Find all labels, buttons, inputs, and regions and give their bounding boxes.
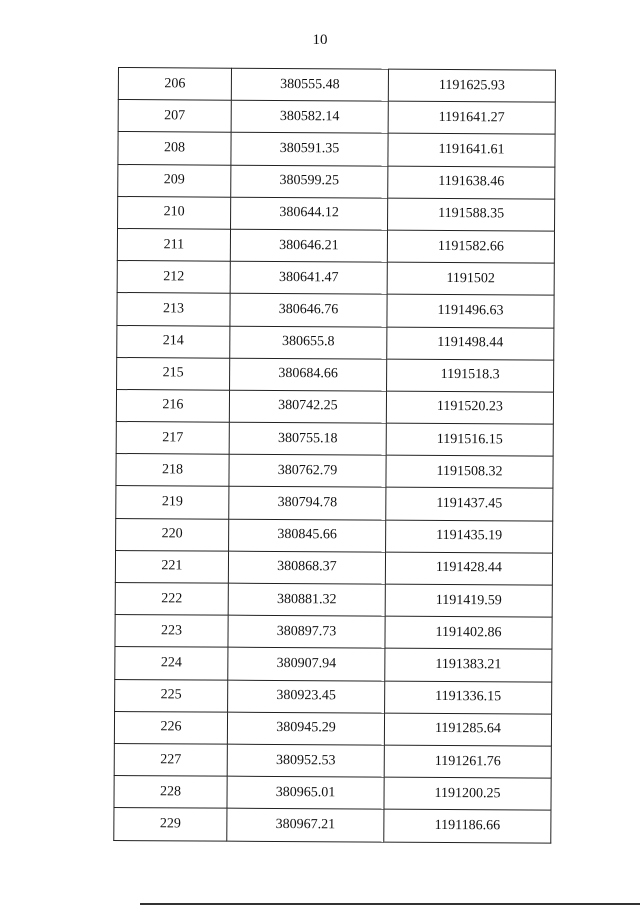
y-coordinate-cell: 1191641.61: [388, 134, 555, 167]
coordinate-table: [113, 67, 556, 843]
x-coordinate-cell: 380599.25: [231, 165, 388, 198]
point-number-cell: 218: [116, 454, 229, 487]
x-coordinate-cell: 380655.8: [230, 326, 387, 359]
point-number-cell: 212: [117, 261, 230, 294]
point-number-cell: 209: [118, 164, 231, 197]
x-coordinate-cell: 380923.45: [228, 680, 385, 713]
table-row: [116, 518, 553, 553]
table-row: [116, 454, 553, 489]
y-coordinate-cell: 1191498.44: [387, 327, 554, 360]
x-coordinate-cell: 380881.32: [228, 583, 385, 616]
table-row: [115, 615, 552, 650]
table-row: [114, 808, 551, 843]
y-coordinate-cell: 1191419.59: [385, 584, 552, 617]
y-coordinate-cell: 1191502: [387, 262, 554, 295]
table-row: [114, 711, 551, 746]
table-row: [115, 582, 552, 617]
point-number-cell: 207: [118, 100, 231, 133]
point-number-cell: 224: [115, 647, 228, 680]
y-coordinate-cell: 1191435.19: [386, 520, 553, 553]
y-coordinate-cell: 1191496.63: [387, 294, 554, 327]
x-coordinate-cell: 380794.78: [229, 487, 386, 520]
table-row: [117, 357, 554, 392]
y-coordinate-cell: 1191428.44: [385, 552, 552, 585]
point-number-cell: 216: [116, 389, 229, 422]
y-coordinate-cell: 1191625.93: [388, 69, 555, 102]
point-number-cell: 211: [117, 228, 230, 261]
table-row: [118, 164, 555, 199]
x-coordinate-cell: 380755.18: [229, 422, 386, 455]
table-row: [118, 132, 555, 167]
point-number-cell: 225: [115, 679, 228, 712]
x-coordinate-cell: 380845.66: [229, 519, 386, 552]
table-row: [114, 743, 551, 778]
table-row: [117, 261, 554, 296]
point-number-cell: 214: [117, 325, 230, 358]
x-coordinate-cell: 380952.53: [227, 744, 384, 777]
point-number-cell: 228: [114, 776, 227, 809]
x-coordinate-cell: 380762.79: [229, 454, 386, 487]
x-coordinate-cell: 380967.21: [227, 808, 384, 841]
x-coordinate-cell: 380644.12: [231, 197, 388, 230]
page-number: 10: [312, 32, 328, 48]
x-coordinate-cell: 380684.66: [230, 358, 387, 391]
y-coordinate-cell: 1191200.25: [384, 777, 551, 810]
y-coordinate-cell: 1191516.15: [386, 423, 553, 456]
x-coordinate-cell: 380945.29: [227, 712, 384, 745]
y-coordinate-cell: 1191336.15: [385, 681, 552, 714]
table-row: [115, 647, 552, 682]
point-number-cell: 208: [118, 132, 231, 165]
point-number-cell: 227: [114, 743, 227, 776]
y-coordinate-cell: 1191508.32: [386, 455, 553, 488]
x-coordinate-cell: 380646.21: [230, 229, 387, 262]
x-coordinate-cell: 380591.35: [231, 133, 388, 166]
y-coordinate-cell: 1191520.23: [386, 391, 553, 424]
y-coordinate-cell: 1191383.21: [385, 649, 552, 682]
table-row: [114, 776, 551, 811]
table-row: [116, 486, 553, 521]
y-coordinate-cell: 1191285.64: [384, 713, 551, 746]
x-coordinate-cell: 380582.14: [231, 100, 388, 133]
table-row: [116, 389, 553, 424]
point-number-cell: 222: [115, 582, 228, 615]
y-coordinate-cell: 1191588.35: [388, 198, 555, 231]
table-row: [118, 100, 555, 135]
point-number-cell: 223: [115, 615, 228, 648]
x-coordinate-cell: 380641.47: [230, 261, 387, 294]
y-coordinate-cell: 1191437.45: [386, 488, 553, 521]
x-coordinate-cell: 380742.25: [229, 390, 386, 423]
point-number-cell: 220: [116, 518, 229, 551]
table-row: [117, 293, 554, 328]
point-number-cell: 213: [117, 293, 230, 326]
table-row: [115, 550, 552, 585]
y-coordinate-cell: 1191186.66: [384, 809, 551, 842]
x-coordinate-cell: 380965.01: [227, 776, 384, 809]
table-row: [117, 228, 554, 263]
point-number-cell: 217: [116, 422, 229, 455]
x-coordinate-cell: 380868.37: [228, 551, 385, 584]
x-coordinate-cell: 380646.76: [230, 294, 387, 327]
table-row: [118, 196, 555, 231]
point-number-cell: 215: [117, 357, 230, 390]
table-row: [118, 68, 555, 103]
y-coordinate-cell: 1191518.3: [387, 359, 554, 392]
y-coordinate-cell: 1191582.66: [387, 230, 554, 263]
y-coordinate-cell: 1191261.76: [384, 745, 551, 778]
x-coordinate-cell: 380555.48: [231, 68, 388, 101]
point-number-cell: 226: [114, 711, 227, 744]
point-number-cell: 210: [118, 196, 231, 229]
point-number-cell: 206: [118, 68, 231, 101]
point-number-cell: 229: [114, 808, 227, 841]
y-coordinate-cell: 1191641.27: [388, 101, 555, 134]
y-coordinate-cell: 1191402.86: [385, 616, 552, 649]
point-number-cell: 221: [115, 550, 228, 583]
point-number-cell: 219: [116, 486, 229, 519]
table-row: [117, 325, 554, 360]
x-coordinate-cell: 380907.94: [228, 648, 385, 681]
y-coordinate-cell: 1191638.46: [388, 166, 555, 199]
table-row: [116, 422, 553, 457]
coordinate-table-body: [114, 68, 556, 843]
x-coordinate-cell: 380897.73: [228, 615, 385, 648]
table-row: [115, 679, 552, 714]
